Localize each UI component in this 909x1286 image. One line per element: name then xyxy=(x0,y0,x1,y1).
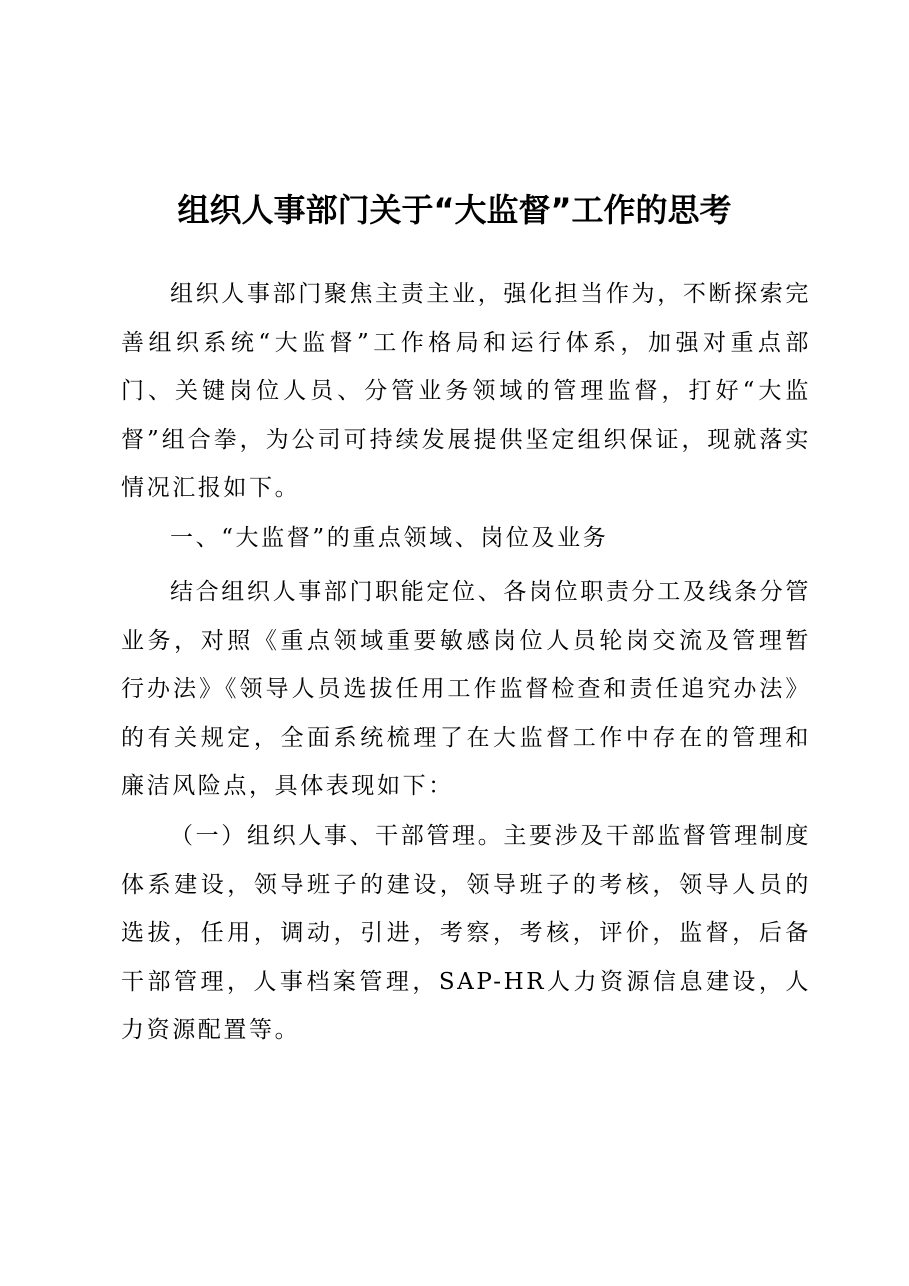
paragraph-subsection-1: （一）组织人事、干部管理。主要涉及干部监督管理制度体系建设，领导班子的建设，领导班子的考核，领导人员的选拔，任用，调动，引进，考察，考核，评价，监督，后备干部管理，人事档案管理，SAP-HR人力资源信息建设，人力资源配置等。 xyxy=(121,823,811,1043)
paragraph-risk-review: 结合组织人事部门职能定位、各岗位职责分工及线条分管业务，对照《重点领域重要敏感岗位人员轮岗交流及管理暂行办法》《领导人员选拔任用工作监督检查和责任追究办法》的有关规定，全面系统梳理了在大监督工作中存在的管理和廉洁风险点，具体表现如下： xyxy=(121,579,811,799)
section-heading-1: 一、“大监督”的重点领域、岗位及业务 xyxy=(170,525,609,551)
paragraph-intro: 组织人事部门聚焦主责主业，强化担当作为，不断探索完善组织系统“大监督”工作格局和运行体系，加强对重点部门、关键岗位人员、分管业务领域的管理监督，打好“大监督”组合拳，为公司可持续发展提供坚定组织保证，现就落实情况汇报如下。 xyxy=(121,281,811,501)
document-title: 组织人事部门关于“大监督”工作的思考 xyxy=(177,191,732,229)
